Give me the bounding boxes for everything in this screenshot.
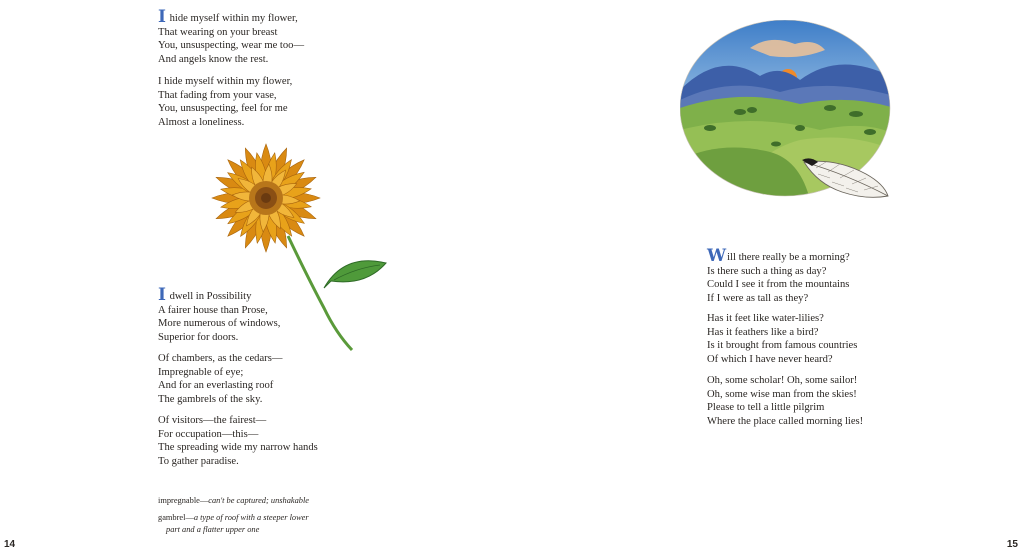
poem-line: Oh, some wise man from the skies! (707, 388, 857, 400)
glossary-term: gambrel— (158, 513, 194, 522)
poem-morning-stanza-3 (707, 374, 863, 428)
poem-line: Of chambers, as the cedars— (158, 353, 283, 364)
poem-line: More numerous of windows, (158, 318, 281, 330)
drop-cap: W (707, 246, 727, 266)
poem-flower-stanza-2 (158, 75, 292, 129)
poem-line: I hide myself within my flower, (158, 76, 293, 87)
poem-line: A fairer house than Prose, (158, 304, 268, 316)
poem-line: Superior for doors. (158, 331, 239, 343)
poem-line: The gambrels of the sky. (158, 393, 263, 405)
poem-line: Please to tell a little pilgrim (707, 402, 825, 414)
poem-morning-stanza-1 (707, 246, 850, 305)
poem-line: Where the place called morning lies! (707, 415, 864, 427)
poem-line: I hide myself within my flower, (158, 7, 298, 27)
poem-line: To gather paradise. (158, 455, 239, 467)
glossary-definition: a type of roof with a steeper lower (193, 513, 309, 522)
drop-cap: I (158, 7, 166, 27)
drop-cap: I (158, 285, 166, 305)
poem-line: You, unsuspecting, feel for me (158, 103, 288, 115)
page-number: 14 (4, 539, 16, 550)
poem-line: I dwell in Possibility (158, 285, 252, 305)
poem-line: Has it feet like water-lilies? (707, 313, 824, 324)
poem-line: And angels know the rest. (158, 53, 269, 65)
poem-line: For occupation—this— (158, 428, 259, 440)
poem-line: Of which I have never heard? (707, 353, 833, 365)
poem-line: Impregnable of eye; (158, 366, 244, 378)
poem-line: If I were as tall as they? (707, 292, 809, 304)
poem-line: You, unsuspecting, wear me too— (158, 40, 305, 52)
poem-flower-stanza-1 (158, 7, 305, 66)
poem-line: Oh, some scholar! Oh, some sailor! (707, 375, 858, 386)
poem-possibility-stanza-2 (158, 352, 282, 406)
poem-line: The spreading wide my narrow hands (158, 442, 318, 454)
poem-possibility-stanza-1 (158, 285, 281, 344)
poem-line: Could I see it from the mountains (707, 279, 850, 291)
glossary-term: impregnable— (158, 496, 209, 505)
feather-illustration (796, 152, 892, 208)
page-number: 15 (1006, 539, 1018, 550)
poem-line: Is there such a thing as day? (707, 265, 827, 277)
poem-line: That fading from your vase, (158, 89, 277, 101)
poem-line: Is it brought from famous countries (707, 340, 858, 352)
poem-line: Will there really be a morning? (707, 246, 850, 266)
poem-line: Almost a loneliness. (158, 116, 245, 128)
poem-line: Has it feathers like a bird? (707, 326, 819, 338)
glossary-impregnable (158, 495, 309, 507)
poem-line: And for an everlasting roof (158, 380, 274, 392)
poem-possibility-stanza-3 (158, 414, 318, 468)
glossary-definition-cont: part and a flatter upper one (166, 524, 260, 534)
poem-line: Of visitors—the fairest— (158, 415, 267, 426)
glossary-gambrel (158, 512, 309, 535)
poem-line: That wearing on your breast (158, 26, 278, 38)
glossary-definition: can't be captured; unshakable (208, 496, 310, 505)
right-page (512, 0, 1024, 555)
poem-morning-stanza-2 (707, 312, 857, 366)
